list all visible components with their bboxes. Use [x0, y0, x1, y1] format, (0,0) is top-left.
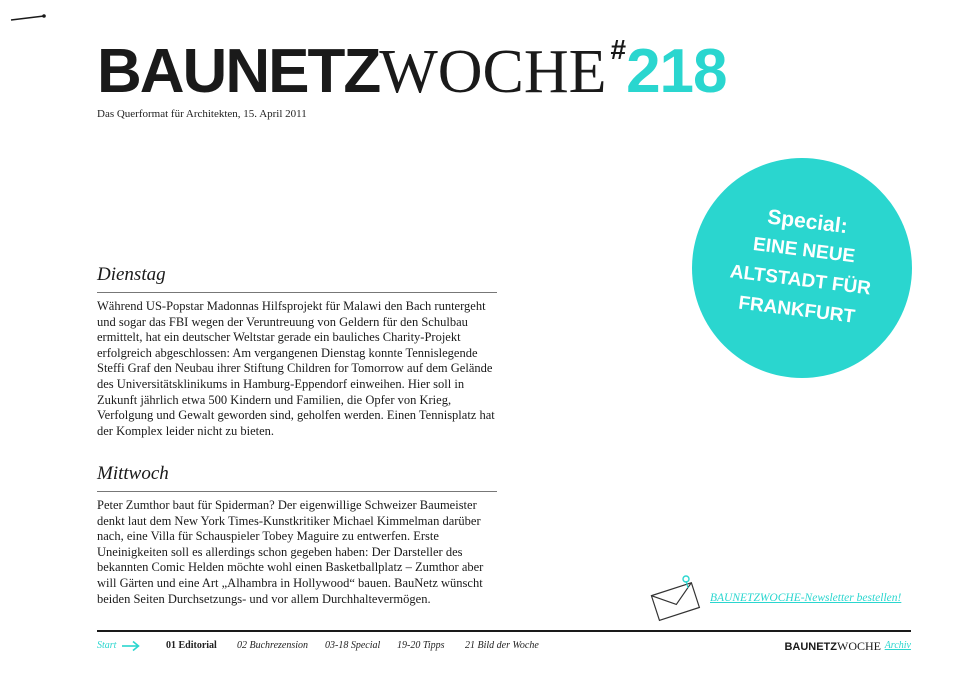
archive-link[interactable]: Archiv — [884, 640, 911, 651]
newsletter-link[interactable]: BAUNETZWOCHE-Newsletter bestellen! — [710, 592, 902, 604]
section-body: Peter Zumthor baut für Spiderman? Der eigenwillige Schweizer Baumeister denkt laut dem New York Times-Kunstkritiker Michael Kimmelman darüber nach, eine Villa für Schauspieler Tobey Maguire zu entwerfen. Erste Uneinigkeiten soll es allerdings schon gegeben haben: Der Darsteller des bekannten Comic Helden möchte wohl einen Basketballplatz – Zumthor aber will Gärten und eine Art „Alhambra in Hollywood“ bauen. BauNetz wünscht beiden Seiten Durchsetzungs- und vor allem Durchhaltevermögen. — [97, 498, 484, 606]
section-heading: Dienstag — [97, 264, 497, 293]
footer-logo-bold: BAUNETZ — [784, 641, 837, 653]
masthead-hash: # — [610, 34, 627, 65]
start-link[interactable]: Start — [97, 640, 117, 651]
section-body: Während US-Popstar Madonnas Hilfsprojekt für Malawi den Bach runtergeht und sogar das FBI wegen der Veruntreuung von Geldern für den Schulbau ermittelt, hat ein deutscher Weltstar gerade ein bauliches Charity-Projekt erfolgreich abgeschlossen: Am vergangenen Dienstag konnte Tennislegende Steffi Graf den Neubau ihrer Stiftung Children for Tomorrow auf dem Gelände des Universitätsklinikums in Hamburg-Eppendorf einweihen. Hier soll in Zukunft jährlich etwa 500 Kindern und Familien, die Opfer von Krieg, Verfolgung und Gewalt geworden sind, geholfen werden. Einen Tennisplatz hat der Komplex leider nicht zu bieten. — [97, 299, 495, 438]
nav-buchrezension[interactable]: 02 Buchrezension — [237, 640, 309, 651]
footer-logo-light: WOCHE — [837, 639, 881, 653]
section-dienstag — [97, 264, 497, 439]
corner-mark-icon — [10, 14, 46, 22]
section-mittwoch — [97, 463, 497, 607]
badge-line: ALTSTADT FÜR — [728, 261, 872, 300]
envelope-icon — [648, 574, 706, 622]
footer-divider — [97, 630, 911, 632]
newsletter-signup[interactable] — [648, 572, 918, 622]
masthead-woche: WOCHE — [379, 38, 607, 106]
masthead-logo — [97, 34, 727, 106]
nav-editorial[interactable]: 01 Editorial — [166, 640, 217, 651]
footer-nav — [97, 640, 911, 658]
nav-tipps[interactable]: 19-20 Tipps — [397, 640, 445, 651]
badge-line: EINE NEUE — [751, 233, 857, 268]
section-heading: Mittwoch — [97, 463, 497, 492]
nav-bild-der-woche[interactable]: 21 Bild der Woche — [465, 640, 539, 651]
special-badge-text — [686, 195, 919, 339]
issue-subtitle: Das Querformat für Architekten, 15. April 2011 — [97, 108, 307, 120]
badge-line-special: Special: — [766, 205, 849, 239]
masthead-baunetz: BAUNETZ — [97, 37, 380, 106]
badge-line: FRANKFURT — [737, 292, 857, 328]
arrow-right-icon[interactable] — [121, 640, 141, 652]
issue-number: 218 — [626, 37, 727, 106]
special-badge[interactable] — [692, 158, 912, 378]
footer-logo — [784, 639, 881, 654]
nav-special[interactable]: 03-18 Special — [325, 640, 381, 651]
